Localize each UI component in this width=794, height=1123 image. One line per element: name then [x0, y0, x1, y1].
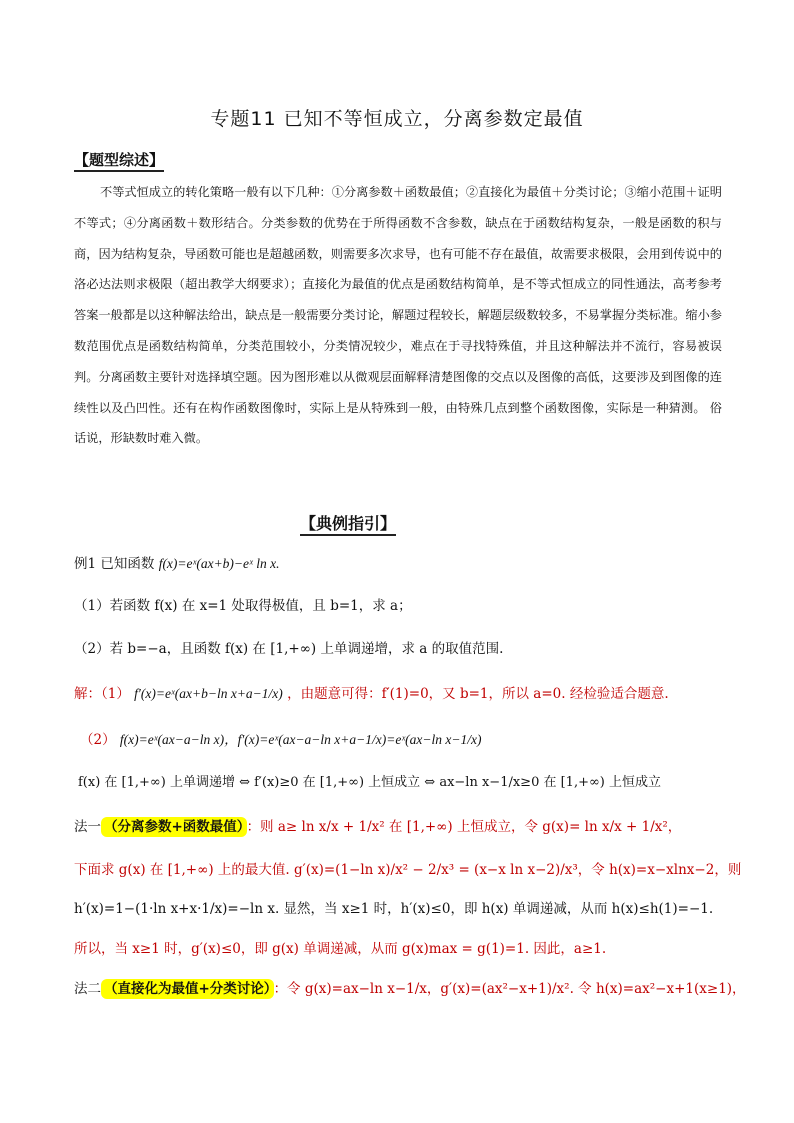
examples-heading — [300, 511, 396, 534]
method1-line3: h′(x)=1−(1·ln x+x·1/x)=−ln x. 显然，当 x≥1 时，h′(x)≤0，即 h(x) 单调递减，从而 h(x)≤h(1)=−1. — [74, 901, 714, 917]
question-2: （2）若 b=−a，且函数 f(x) 在 [1,+∞) 上单调递增，求 a 的取值范围. — [74, 641, 504, 657]
method1-text: ：则 a≥ ln x/x + 1/x² 在 [1,+∞) 上恒成立，令 g(x)= ln x/x + 1/x²， — [246, 819, 682, 835]
method2-tag: （直接化为最值+分类讨论） — [101, 979, 274, 999]
solution2-prefix: （2） — [80, 732, 116, 748]
method2-line1 — [74, 977, 746, 997]
page-title: 专题11 已知不等恒成立，分离参数定最值 — [210, 108, 584, 130]
solution1-derivative: f′(x)=eˣ(ax+b−ln x+a−1/x) — [134, 686, 283, 701]
method1-line1 — [74, 815, 734, 835]
method1-line4: 所以，当 x≥1 时，g′(x)≤0，即 g(x) 单调递减，从而 g(x)max = g(1)=1. 因此，a≥1. — [74, 941, 607, 957]
overview-heading-text: 【题型综述】 — [74, 151, 164, 172]
method2-label: 法二 — [74, 981, 101, 997]
solution2-equivalence: f(x) 在 [1,+∞) 上单调递增 ⇔ f′(x)≥0 在 [1,+∞) 上恒成立 ⇔ ax−ln x−1/x≥0 在 [1,+∞) 上恒成立 — [78, 775, 662, 790]
overview-heading — [74, 149, 164, 170]
example1-label: 例1 已知函数 — [74, 556, 155, 572]
method1-line2: 下面求 g(x) 在 [1,+∞) 上的最大值. g′(x)=(1−ln x)/x² − 2/x³ = (x−x ln x−2)/x³，令 h(x)=x−xlnx−2，则 — [74, 862, 742, 878]
overview-paragraph: 不等式恒成立的转化策略一般有以下几种：①分离参数＋函数最值；②直接化为最值＋分类讨论；③缩小范围＋证明不等式；④分离函数＋数形结合。分类参数的优势在于所得函数不含参数，缺点在于函数结构复杂，一般是函数的积与商，因为结构复杂，导函数可能也是超越函数，则需要多次求导，也有可能不存在最值，故需要求极限，会用到传说中的洛必达法则求极限（超出教学大纲要求）；直接化为最值的优点是函数结构简单，是不等式恒成立的同性通法，高考参考答案一般都是以这种解法给出，缺点是一般需要分类讨论，解题过程较长，解题层级数较多，不易掌握分类标准。缩小参数范围优点是函数结构简单，分类范围较小，分类情况较少，难点在于寻找特殊值，并且这种解法并不流行，容易被误判。分离函数主要针对选择填空题。因为图形难以从微观层面解释清楚图像的交点以及图像的高低，这要涉及到图像的连续性以及凸凹性。还有在构作函数图像时，实际上是从特殊到一般，由特殊几点到整个函数图像，实际是一种猜测。 俗话说，形缺数时难入微。 — [74, 185, 722, 446]
solution1-prefix: 解：（1） — [74, 686, 130, 702]
example1-statement — [74, 552, 734, 572]
solution-part2 — [80, 728, 740, 748]
question-1: （1）若函数 f(x) 在 x=1 处取得极值，且 b=1，求 a； — [74, 598, 412, 614]
method2-text: ：令 g(x)=ax−ln x−1/x，g′(x)=(ax²−x+1)/x². 令 h(x)=ax²−x+1(x≥1)， — [273, 981, 746, 997]
method1-tag: （分离参数+函数最值） — [101, 817, 247, 837]
solution-part1 — [74, 682, 734, 702]
example1-function: f(x)=eˣ(ax+b)−eˣ ln x. — [158, 556, 280, 571]
examples-heading-text: 【典例指引】 — [300, 514, 396, 536]
method1-label: 法一 — [74, 819, 101, 835]
solution2-expression: f(x)=eˣ(ax−a−ln x)，f′(x)=eˣ(ax−a−ln x+a−1/x)=eˣ(ax−ln x−1/x) — [119, 732, 482, 747]
solution1-rest: ，由题意可得：f′(1)=0，又 b=1，所以 a=0. 经检验适合题意. — [287, 686, 669, 702]
